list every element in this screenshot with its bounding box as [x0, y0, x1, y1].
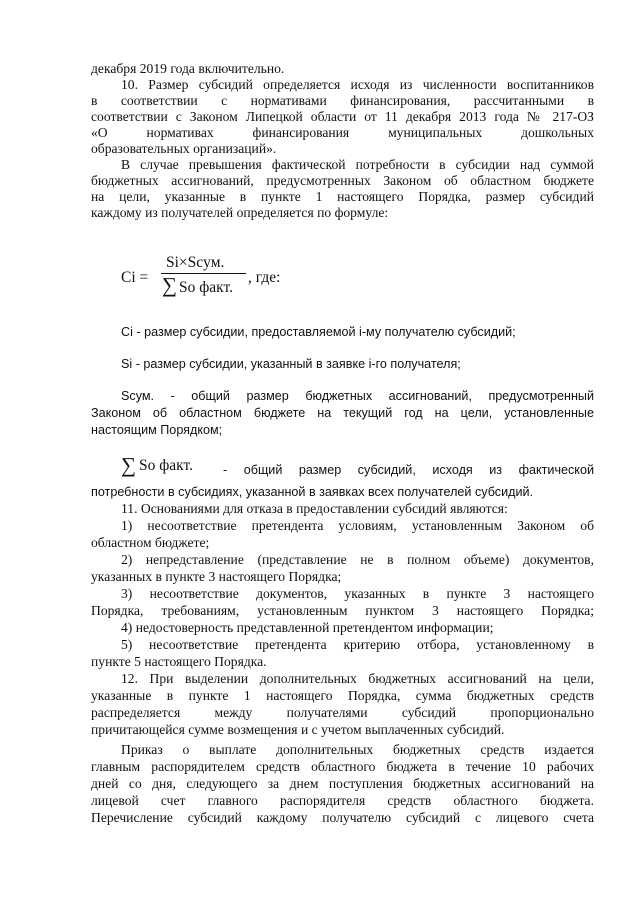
text-line: каждому из получателей определяется по формуле: — [91, 205, 389, 220]
text-line: в соответствии с нормативами финансирования, рассчитанными в — [91, 93, 594, 108]
definition-scum: Scум. - общий размер бюджетных ассигнований, предусмотренный — [121, 389, 594, 403]
definition-scum: настоящим Порядком; — [91, 423, 223, 437]
text-line: Порядка, требованиям, установленным пунктом 3 настоящего Порядка; — [91, 603, 594, 618]
definition-scum: Законом об областном бюджете на текущий год на цели, установленные — [91, 406, 594, 420]
text-line: соответствии с Законом Липецкой области от 11 декабря 2013 года № 217-ОЗ — [91, 109, 594, 124]
text-line: указанные в пункте 1 настоящего Порядка, сумма бюджетных средств — [91, 688, 594, 703]
text-line: В случае превышения фактической потребности в субсидии над суммой — [121, 157, 594, 172]
sum-icon: ∑ — [162, 273, 177, 297]
text-line: 2) непредставление (представление не в полном объеме) документов, — [121, 552, 594, 567]
text-line: областном бюджете; — [91, 535, 210, 550]
formula-denominator: So факт. — [179, 279, 233, 296]
text-line: «О нормативах финансирования муниципальных дошкольных — [91, 125, 594, 140]
text-line: потребности в субсидиях, указанной в заявках всех получателей субсидий. — [91, 485, 534, 499]
definition-ci: Ci - размер субсидии, предоставляемой i-му получателю субсидий; — [121, 325, 516, 339]
text-line: на цели, указанные в пункте 1 настоящего Порядка, размер субсидий — [91, 189, 594, 204]
text-line: 5) несоответствие претендента критерию отбора, установленному в — [121, 637, 594, 652]
text-line: дней со дня, следующего за днем поступления бюджетных ассигнований на — [91, 776, 594, 791]
text-line: 10. Размер субсидий определяется исходя из численности воспитанников — [121, 77, 594, 92]
text-line: Приказ о выплате дополнительных бюджетных средств издается — [121, 742, 594, 757]
text-line: распределяется между получателями субсидий пропорционально — [91, 705, 594, 720]
formula-lhs: Ci = — [121, 269, 149, 286]
text-line: 1) несоответствие претендента условиям, установленным Законом об — [121, 518, 594, 533]
text-line: пункте 5 настоящего Порядка. — [91, 654, 267, 669]
subsidy-formula — [121, 252, 381, 302]
text-line: главным распорядителем средств областного бюджета в течение 10 рабочих — [91, 759, 594, 774]
text-line: образовательных организаций». — [91, 141, 277, 156]
text-line: бюджетных ассигнований, предусмотренных Законом об областном бюджете — [91, 173, 594, 188]
text-line: причитающейся сумме возмещения и с учетом выплаченных субсидий. — [91, 722, 505, 737]
so-label: So факт. — [139, 457, 193, 474]
formula-tail: , где: — [248, 269, 281, 286]
text-line: указанных в пункте 3 настоящего Порядка; — [91, 569, 342, 584]
formula-numerator: Si×Scум. — [166, 254, 225, 271]
text-line: 3) несоответствие документов, указанных в пункте 3 настоящего — [121, 586, 594, 601]
so-description: - общий размер субсидий, исходя из фактической — [223, 463, 594, 477]
sum-icon: ∑ — [121, 453, 136, 477]
definition-so — [121, 455, 594, 477]
text-line: 11. Основаниями для отказа в предоставлении субсидий являются: — [121, 501, 508, 516]
definition-si: Si - размер субсидии, указанный в заявке i-го получателя; — [121, 357, 461, 371]
text-line: 12. При выделении дополнительных бюджетных ассигнований на цели, — [121, 671, 594, 686]
text-line: Перечисление субсидий каждому получателю субсидий с лицевого счета — [91, 810, 594, 825]
text-line: лицевой счет главного распорядителя средств областного бюджета. — [91, 793, 594, 808]
text-line: декабря 2019 года включительно. — [91, 61, 285, 76]
text-line: 4) недостоверность представленной претендентом информации; — [121, 620, 494, 635]
